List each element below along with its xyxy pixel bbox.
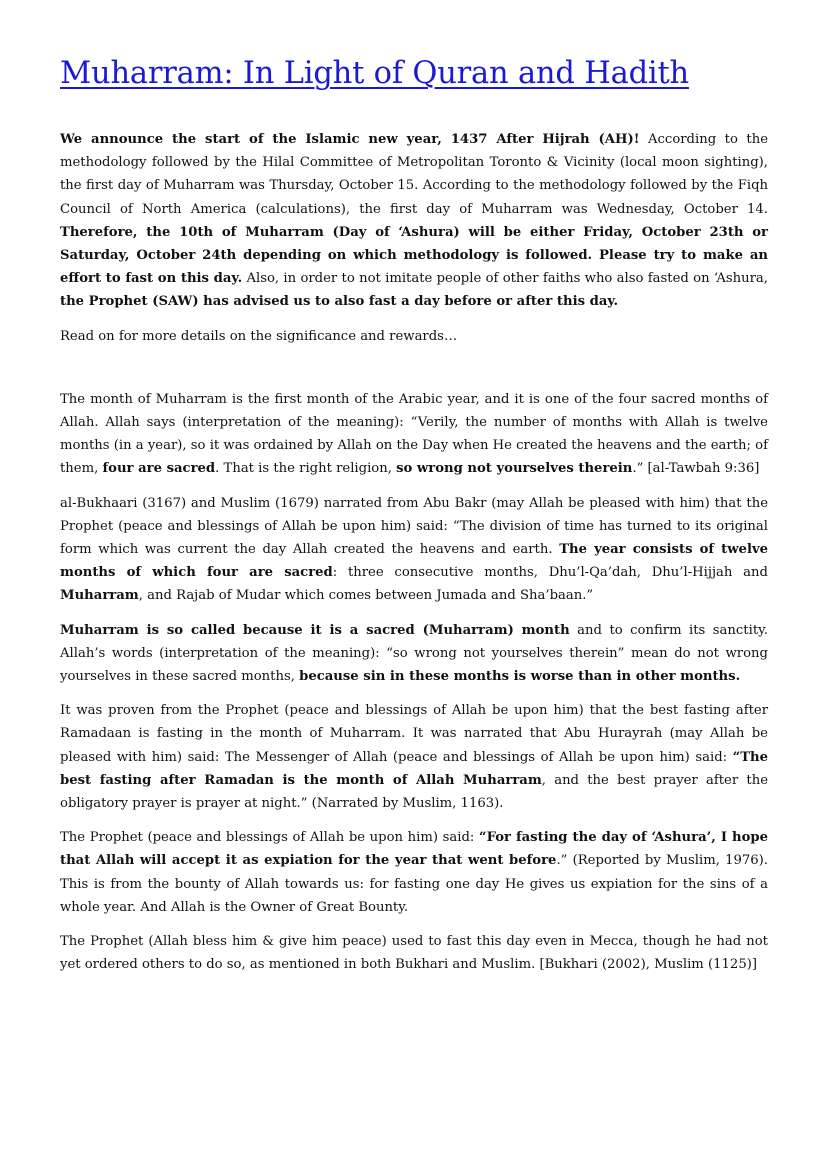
body-text: Also, in order to not imitate people of other faiths who also fasted on ‘Ashura,	[242, 271, 768, 287]
body-text: The month of Muharram is the first month of the Arabic year, and it is one of the four sacred months of Allah. Allah says (interpretation of the meaning): “Verily, the number of months with Allah is twelve months (in a year), so it was ordained by Allah on the Day when He created the heavens and the earth; of them,	[60, 391, 768, 477]
body-text: According to the methodology followed by the Hilal Committee of Metropolitan Toronto & Vicinity (local moon sighting), the first day of Muharram was Thursday, October 15. According to the methodology followed by the Fiqh Council of North America (calculations), the first day of Muharram was Wednesday, October 14.	[60, 132, 768, 217]
body-text: . That is the right religion,	[215, 461, 397, 477]
paragraph-announcement	[60, 128, 768, 314]
bold-text: Muharram is so called because it is a sacred (Muharram) month	[60, 622, 570, 638]
paragraph-bukhari-muslim	[60, 492, 768, 608]
body-text: .” (Reported by Muslim, 1976). This is from the bounty of Allah towards us: for fasting one day He gives us expiation for the sins of a whole year. And Allah is the Owner of Great Bounty.	[60, 853, 768, 915]
paragraph-read-on: Read on for more details on the significance and rewards…	[60, 328, 458, 344]
paragraph-best-fasting	[60, 699, 768, 815]
bold-text: the Prophet (SAW) has advised us to also fast a day before or after this day.	[60, 294, 619, 310]
paragraph-mecca: The Prophet (Allah bless him & give him peace) used to fast this day even in Mecca, though he had not yet ordered others to do so, as mentioned in both Bukhari and Muslim. [Bukhari (2002), Muslim (1125)]	[60, 934, 768, 973]
body-text: and to confirm its sanctity. Allah’s words (interpretation of the meaning): “so wrong not yourselves therein” mean do not wrong yourselves in these sacred months,	[60, 622, 769, 685]
bold-text: four are sacred	[102, 461, 216, 477]
bold-text: We announce the start of the Islamic new year, 1437 After Hijrah (AH)!	[60, 132, 640, 147]
bold-text: The year consists of twelve months of which four are sacred	[60, 542, 769, 581]
bold-text: “The best fasting after Ramadan is the month of Allah Muharram	[60, 749, 768, 788]
body-text: al-Bukhaari (3167) and Muslim (1679) narrated from Abu Bakr (may Allah be pleased with him) that the Prophet (peace and blessings of Allah be upon him) said: “The division of time has turned to its original form which was current the day Allah created the heavens and earth.	[60, 495, 768, 558]
bold-text: Muharram	[60, 588, 139, 604]
paragraph-sacred-months	[60, 388, 768, 481]
document-page	[60, 48, 768, 988]
body-text: It was proven from the Prophet (peace and blessings of Allah be upon him) that the best fasting after Ramadaan is fasting in the month of Muharram. It was narrated that Abu Hurayrah (may Allah be pleased with him) said: The Messenger of Allah (peace and blessings of Allah be upon him) said:	[60, 703, 768, 765]
bold-text: Therefore, the 10th of Muharram (Day of ‘Ashura) will be either Friday, October 23th or Saturday, October 24th depending on which methodology is followed. Please try to make an effort to fast on this day.	[60, 224, 768, 287]
paragraph-ashura-expiation	[60, 826, 768, 919]
body-text: , and Rajab of Mudar which comes between Jumada and Sha’baan.”	[138, 588, 594, 604]
paragraph-sanctity	[60, 619, 768, 689]
bold-text: “For fasting the day of ‘Ashura’, I hope that Allah will accept it as expiation for the year that went before	[60, 830, 768, 869]
body-text: : three consecutive months, Dhu’l-Qa’dah, Dhu’l-Hijjah and	[332, 565, 768, 581]
body-text: The Prophet (peace and blessings of Allah be upon him) said:	[60, 830, 479, 846]
bold-text: because sin in these months is worse than in other months.	[299, 669, 741, 685]
page-title	[60, 48, 768, 100]
body-text: .” [al-Tawbah 9:36]	[632, 461, 760, 477]
bold-text: so wrong not yourselves therein	[396, 461, 633, 477]
body-text: , and the best prayer after the obligatory prayer is prayer at night.” (Narrated by Muslim, 1163).	[60, 772, 768, 812]
title-link[interactable]: Muharram: In Light of Quran and Hadith	[60, 56, 689, 91]
